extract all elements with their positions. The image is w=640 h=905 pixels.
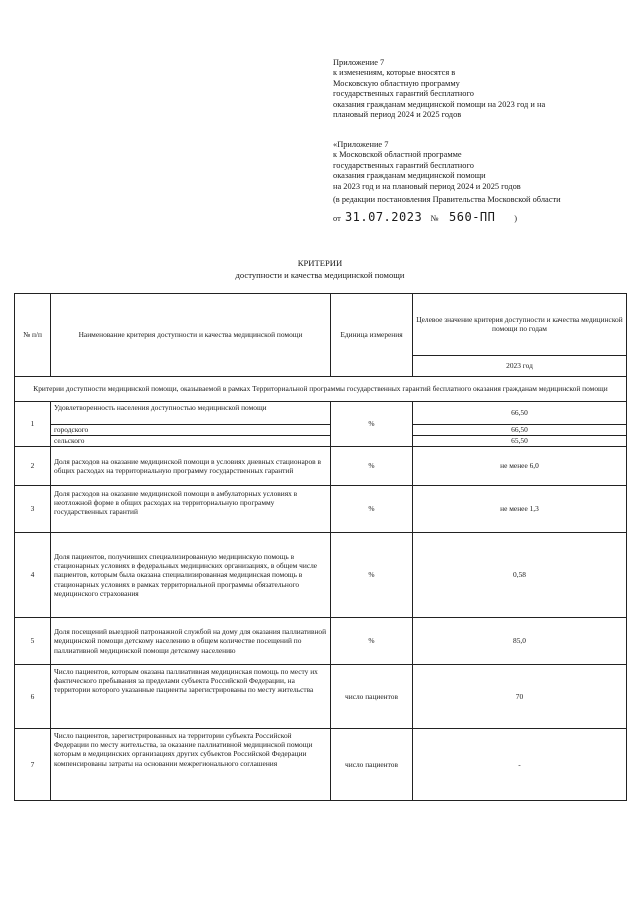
subrow-name: сельского [51,436,331,447]
resolution-number: 560-ПП [449,210,496,224]
table-subrow [15,425,627,436]
row-value: 66,50 [413,402,627,425]
row-unit: % [331,402,413,447]
annex-quote-line: оказания гражданам медицинской помощи [333,171,486,181]
row-value: не менее 6,0 [413,447,627,486]
row-value: 0,58 [413,533,627,618]
header-year: 2023 год [413,355,627,376]
row-num: 4 [15,533,51,618]
row-unit: % [331,447,413,486]
row-unit: число пациентов [331,665,413,729]
annex-quote-line: к Московской областной программе [333,150,462,160]
row-name: Доля пациентов, получивших специализированную медицинскую помощь в стационарных условиях в федеральных медицинских организациях, в общем числе пациентов, которым была оказана специализированная медицинская помощь в стационарных условиях в рамках территориальной программы обязательного медицинского страхования [51,533,331,618]
row-name: Доля посещений выездной патронажной службой на дому для оказания паллиативной медицинской помощи детскому населению в общем количестве посещений по паллиативной медицинской помощи детскому населению [51,618,331,665]
doc-heading: КРИТЕРИИ [297,258,343,268]
number-sign: № [430,214,439,223]
annex-line: оказания гражданам медицинской помощи на 2023 год и на [333,99,546,109]
header-num: № п/п [15,294,51,377]
annex-quote-line: государственных гарантий бесплатного [333,160,474,170]
row-name: Число пациентов, зарегистрированных на территории субъекта Российской Федерации по месту жительства, за оказание паллиативной медицинской помощи которым в медицинских организациях других субъектов Российской Федерации компенсированы затраты на основании межрегионального соглашения [51,729,331,801]
row-value: 70 [413,665,627,729]
doc-subtitle: доступности и качества медицинской помощи [235,270,405,280]
table-row [15,447,627,486]
table-row [15,486,627,533]
header-unit: Единица измерения [331,294,413,377]
from-label: от [333,214,341,223]
annex-line: Приложение 7 [333,58,385,67]
row-name: Доля расходов на оказание медицинской помощи в условиях дневных стационаров в общих расходах на территориальную программу государственных гарантий [51,447,331,486]
annex-quote-line: «Приложение 7 [333,140,389,149]
row-num: 3 [15,486,51,533]
row-name: Число пациентов, которым оказана паллиативная медицинская помощь по месту их фактического пребывания за пределами субъекта Российской Федерации, на территории которого указанные пациенты зарегистрированы по месту жительства [51,665,331,729]
row-unit: число пациентов [331,729,413,801]
table-row [15,533,627,618]
row-value: - [413,729,627,801]
criteria-table [14,293,627,801]
row-unit: % [331,486,413,533]
row-name: Удовлетворенность населения доступностью медицинской помощи [51,402,331,425]
subrow-value: 66,50 [413,425,627,436]
annex-header [333,58,623,120]
header-target: Целевое значение критерия доступности и качества медицинской помощи по годам [413,294,627,356]
resolution-line [333,210,517,224]
header-name: Наименование критерия доступности и качества медицинской помощи [51,294,331,377]
table-header-row [15,294,627,356]
subrow-value: 65,50 [413,436,627,447]
table-row [15,402,627,425]
annex-quote [333,140,623,192]
row-unit: % [331,618,413,665]
row-name: Доля расходов на оказание медицинской помощи в амбулаторных условиях в неотложной форме в общих расходах на территориальную программу государственных гарантий [51,486,331,533]
row-num: 6 [15,665,51,729]
close-paren: ) [514,214,518,223]
annex-line: государственных гарантий бесплатного [333,89,474,99]
edition-note: (в редакции постановления Правительства Московской области [333,195,561,204]
table-row [15,729,627,801]
table-subrow [15,436,627,447]
row-unit: % [331,533,413,618]
row-num: 1 [15,402,51,447]
row-num: 5 [15,618,51,665]
section-title: Критерии доступности медицинской помощи, оказываемой в рамках Территориальной программы государственных гарантий бесплатного оказания гражданам медицинской помощи [15,377,627,402]
table-row [15,618,627,665]
row-num: 2 [15,447,51,486]
subrow-name: городского [51,425,331,436]
resolution-date: 31.07.2023 [344,210,423,224]
row-num: 7 [15,729,51,801]
section-row [15,377,627,402]
table-row [15,665,627,729]
row-value: 85,0 [413,618,627,665]
annex-line: Московскую областную программу [333,78,460,88]
annex-line: плановый период 2024 и 2025 годов [333,110,462,120]
annex-quote-line: на 2023 год и на плановый период 2024 и 2025 годов [333,181,521,191]
annex-line: к изменениям, которые вносятся в [333,68,456,78]
row-value: не менее 1,3 [413,486,627,533]
